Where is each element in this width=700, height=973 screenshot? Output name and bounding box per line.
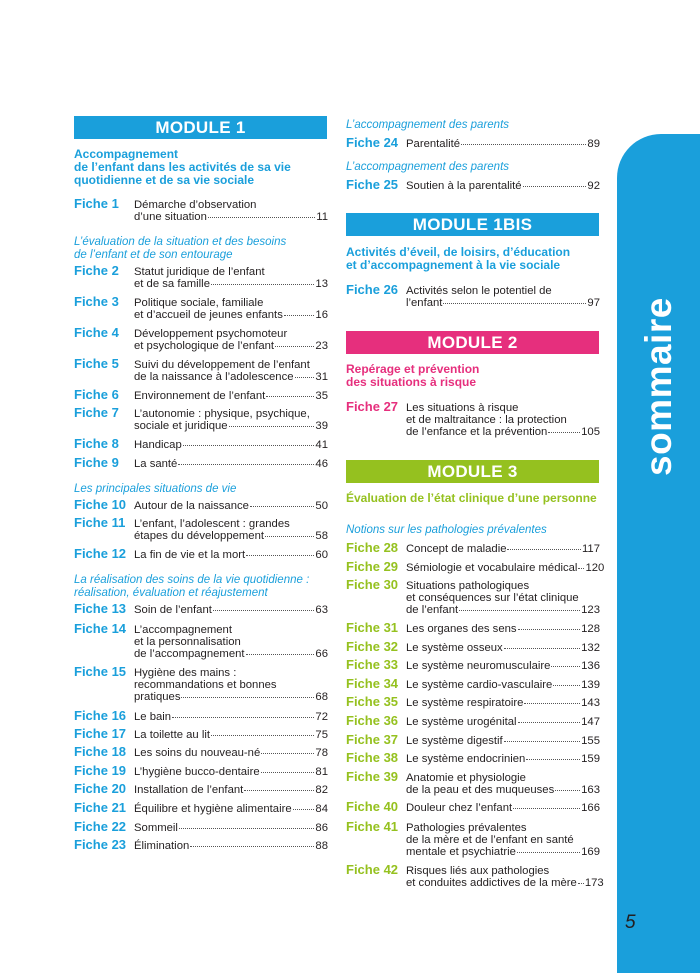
page-ref: 16 bbox=[315, 309, 328, 322]
dot-leader bbox=[261, 772, 315, 773]
page-ref: 84 bbox=[315, 803, 328, 815]
fiche-label: Fiche 16 bbox=[74, 708, 127, 723]
fiche-label: Fiche 24 bbox=[346, 135, 399, 150]
fiche-title-line: Handicap bbox=[134, 439, 182, 451]
dot-leader bbox=[578, 568, 584, 569]
fiche-title-line: de la naissance à l’adolescence bbox=[134, 371, 294, 384]
fiche-title-line: recommandations et bonnes bbox=[134, 679, 277, 692]
dot-leader bbox=[250, 506, 314, 507]
page-ref: 72 bbox=[315, 711, 328, 723]
fiche-title-line: Sommeil bbox=[134, 822, 178, 834]
page-ref: 66 bbox=[315, 648, 328, 661]
fiche-title-line: pratiques bbox=[134, 691, 181, 704]
dot-leader bbox=[459, 610, 580, 611]
module-1-subtitle-line: Accompagnement bbox=[74, 147, 179, 161]
page-ref: 11 bbox=[316, 211, 328, 224]
fiche-label: Fiche 34 bbox=[346, 676, 399, 691]
fiche-title-line: Les soins du nouveau-né bbox=[134, 747, 261, 759]
fiche-label: Fiche 11 bbox=[74, 515, 126, 530]
fiche-title-line: Sémiologie et vocabulaire médical bbox=[406, 562, 578, 574]
fiche-title-line: Soutien à la parentalité bbox=[406, 180, 522, 192]
fiche-label: Fiche 3 bbox=[74, 294, 119, 309]
page-ref: 75 bbox=[315, 729, 328, 741]
page-ref: 120 bbox=[585, 562, 605, 574]
module-1-subtitle-line: de l’enfant dans les activités de sa vie bbox=[74, 160, 291, 174]
section-line: réalisation, évaluation et réajustement bbox=[74, 586, 268, 599]
page-ref: 136 bbox=[581, 660, 600, 672]
fiche-title-line: Le système neuromusculaire bbox=[406, 660, 551, 672]
dot-leader bbox=[513, 808, 580, 809]
fiche-title-line: et conséquences sur l’état clinique bbox=[406, 592, 579, 605]
module-3-banner: MODULE 3 bbox=[346, 460, 599, 483]
fiche-title-line: Installation de l’enfant bbox=[134, 784, 244, 796]
module-1-banner: MODULE 1 bbox=[74, 116, 327, 139]
dot-leader bbox=[293, 809, 315, 810]
dot-leader bbox=[507, 549, 581, 550]
fiche-label: Fiche 26 bbox=[346, 282, 399, 297]
fiche-title-line: L’hygiène bucco-dentaire bbox=[134, 766, 260, 778]
fiche-title-line: L’autonomie : physique, psychique, bbox=[134, 408, 310, 420]
fiche-label: Fiche 9 bbox=[74, 455, 119, 470]
fiche-title-line: Le système endocrinien bbox=[406, 753, 526, 765]
dot-leader bbox=[211, 735, 314, 736]
page-ref: 163 bbox=[581, 784, 600, 797]
fiche-label: Fiche 6 bbox=[74, 387, 119, 402]
section-line: La réalisation des soins de la vie quotidienne : bbox=[74, 574, 310, 586]
fiche-label: Fiche 8 bbox=[74, 436, 119, 451]
page-ref: 89 bbox=[587, 138, 600, 150]
section-parents-2: L’accompagnement des parents bbox=[346, 161, 510, 173]
fiche-label: Fiche 4 bbox=[74, 325, 119, 340]
module-1bis-subtitle bbox=[346, 246, 611, 272]
fiche-title-line: Concept de maladie bbox=[406, 543, 507, 555]
fiche-label: Fiche 2 bbox=[74, 263, 119, 278]
fiche-title-line: La toilette au lit bbox=[134, 729, 210, 741]
fiche-title-line: Parentalité bbox=[406, 138, 461, 150]
fiche-title-line: Développement psychomoteur bbox=[134, 328, 288, 340]
fiche-title-line: et conduites addictives de la mère bbox=[406, 877, 577, 890]
module-1-subtitle bbox=[74, 148, 334, 187]
page-ref: 139 bbox=[581, 679, 600, 691]
fiche-label: Fiche 19 bbox=[74, 763, 127, 778]
section-line: de l’enfant et de son entourage bbox=[74, 248, 233, 261]
dot-leader bbox=[504, 741, 580, 742]
section-parents-1: L’accompagnement des parents bbox=[346, 119, 510, 131]
fiche-title-line: Le système cardio-vasculaire bbox=[406, 679, 553, 691]
dot-leader bbox=[551, 666, 580, 667]
fiche-title-line: Le système digestif bbox=[406, 735, 503, 747]
fiche-label: Fiche 41 bbox=[346, 819, 399, 834]
dot-leader bbox=[246, 654, 315, 655]
fiche-label: Fiche 21 bbox=[74, 800, 127, 815]
fiche-title-line: Élimination bbox=[134, 840, 190, 852]
page-ref: 159 bbox=[581, 753, 600, 765]
page-ref: 82 bbox=[315, 784, 328, 796]
dot-leader bbox=[517, 852, 580, 853]
fiche-title-line: Le système respiratoire bbox=[406, 697, 524, 709]
dot-leader bbox=[578, 883, 584, 884]
dot-leader bbox=[284, 315, 315, 316]
fiche-label: Fiche 30 bbox=[346, 577, 399, 592]
fiche-title-line: et d’accueil de jeunes enfants bbox=[134, 309, 283, 322]
dot-leader bbox=[244, 790, 314, 791]
fiche-title-line: Environnement de l’enfant bbox=[134, 390, 266, 402]
page-ref: 147 bbox=[581, 716, 600, 728]
fiche-label: Fiche 35 bbox=[346, 694, 399, 709]
fiche-title-line: Statut juridique de l’enfant bbox=[134, 266, 265, 278]
fiche-title-line: l’enfant bbox=[406, 297, 443, 310]
fiche-label: Fiche 40 bbox=[346, 799, 399, 814]
page-ref: 31 bbox=[315, 371, 328, 384]
dot-leader bbox=[443, 303, 586, 304]
page-ref: 155 bbox=[581, 735, 600, 747]
fiche-label: Fiche 12 bbox=[74, 546, 127, 561]
fiche-title-line: sociale et juridique bbox=[134, 420, 228, 433]
dot-leader bbox=[208, 217, 315, 218]
dot-leader bbox=[266, 396, 314, 397]
module-2-subtitle bbox=[346, 363, 611, 389]
fiche-label: Fiche 31 bbox=[346, 620, 399, 635]
dot-leader bbox=[524, 703, 580, 704]
page-ref: 46 bbox=[315, 458, 328, 470]
dot-leader bbox=[181, 697, 314, 698]
page-ref: 13 bbox=[315, 278, 328, 291]
page-ref: 68 bbox=[315, 691, 328, 704]
dot-leader bbox=[555, 790, 580, 791]
fiche-title-line: Soin de l’enfant bbox=[134, 604, 212, 616]
page-ref: 166 bbox=[581, 802, 600, 814]
fiche-title-line: Autour de la naissance bbox=[134, 500, 249, 512]
fiche-title-line: L’enfant, l’adolescent : grandes bbox=[134, 518, 290, 530]
section-line: L’évaluation de la situation et des besoins bbox=[74, 236, 287, 248]
fiche-label: Fiche 25 bbox=[346, 177, 399, 192]
page-ref: 88 bbox=[315, 840, 328, 852]
dot-leader bbox=[526, 759, 580, 760]
page-ref: 60 bbox=[315, 549, 328, 561]
page-ref: 123 bbox=[581, 604, 600, 617]
fiche-label: Fiche 32 bbox=[346, 639, 399, 654]
fiche-label: Fiche 18 bbox=[74, 744, 127, 759]
fiche-label: Fiche 23 bbox=[74, 837, 127, 852]
dot-leader bbox=[183, 445, 315, 446]
dot-leader bbox=[548, 432, 580, 433]
section-evaluation bbox=[74, 236, 334, 261]
page-ref: 132 bbox=[581, 642, 600, 654]
page-ref: 63 bbox=[315, 604, 328, 616]
module-1bis-banner: MODULE 1BIS bbox=[346, 213, 599, 236]
fiche-title-line: et la personnalisation bbox=[134, 636, 241, 649]
sommaire-label: sommaire bbox=[638, 297, 679, 476]
fiche-label: Fiche 20 bbox=[74, 781, 127, 796]
page-ref: 23 bbox=[315, 340, 328, 353]
fiche-label: Fiche 17 bbox=[74, 726, 127, 741]
fiche-title-line: Activités selon le potentiel de bbox=[406, 285, 552, 297]
dot-leader bbox=[261, 753, 314, 754]
fiche-label: Fiche 10 bbox=[74, 497, 127, 512]
page-ref: 97 bbox=[587, 297, 600, 310]
dot-leader bbox=[211, 284, 314, 285]
page-ref: 78 bbox=[315, 747, 328, 759]
fiche-title-line: de la mère et de l’enfant en santé bbox=[406, 834, 574, 847]
fiche-title-line: mentale et psychiatrie bbox=[406, 846, 516, 859]
page-ref: 39 bbox=[315, 420, 328, 433]
fiche-title-line: La santé bbox=[134, 458, 178, 470]
fiche-title-line: Les situations à risque bbox=[406, 402, 519, 414]
fiche-title-line: Situations pathologiques bbox=[406, 580, 530, 592]
dot-leader bbox=[461, 144, 586, 145]
fiche-label: Fiche 28 bbox=[346, 540, 399, 555]
dot-leader bbox=[518, 722, 581, 723]
fiche-title-line: et psychologique de l’enfant bbox=[134, 340, 275, 353]
dot-leader bbox=[246, 555, 314, 556]
fiche-label: Fiche 36 bbox=[346, 713, 399, 728]
fiche-label: Fiche 13 bbox=[74, 601, 127, 616]
fiche-title-line: étapes du développement bbox=[134, 530, 265, 543]
module-1-subtitle-line: quotidienne et de sa vie sociale bbox=[74, 173, 255, 187]
dot-leader bbox=[172, 717, 314, 718]
fiche-title-line: Équilibre et hygiène alimentaire bbox=[134, 803, 292, 815]
fiche-title-line: Le bain bbox=[134, 711, 172, 723]
section-soins bbox=[74, 574, 334, 599]
fiche-label: Fiche 14 bbox=[74, 621, 127, 636]
module-2-subtitle-line: des situations à risque bbox=[346, 375, 477, 389]
fiche-label: Fiche 1 bbox=[74, 196, 119, 211]
page-ref: 41 bbox=[315, 439, 328, 451]
module-1bis-subtitle-line: Activités d’éveil, de loisirs, d’éducation bbox=[346, 245, 571, 259]
page-ref: 86 bbox=[315, 822, 328, 834]
dot-leader bbox=[553, 685, 580, 686]
fiche-title-line: et de sa famille bbox=[134, 278, 210, 291]
section-situations: Les principales situations de vie bbox=[74, 483, 237, 495]
module-2-banner: MODULE 2 bbox=[346, 331, 599, 354]
fiche-label: Fiche 38 bbox=[346, 750, 399, 765]
dot-leader bbox=[504, 648, 580, 649]
fiche-label: Fiche 29 bbox=[346, 559, 399, 574]
fiche-title-line: Politique sociale, familiale bbox=[134, 297, 264, 309]
page-ref: 92 bbox=[587, 180, 600, 192]
fiche-label: Fiche 5 bbox=[74, 356, 119, 371]
fiche-title-line: Pathologies prévalentes bbox=[406, 822, 527, 834]
fiche-label: Fiche 37 bbox=[346, 732, 399, 747]
dot-leader bbox=[190, 846, 314, 847]
module-2-subtitle-line: Repérage et prévention bbox=[346, 362, 480, 376]
page-number: 5 bbox=[625, 912, 636, 933]
page-ref: 143 bbox=[581, 697, 600, 709]
dot-leader bbox=[275, 346, 314, 347]
fiche-label: Fiche 27 bbox=[346, 399, 399, 414]
dot-leader bbox=[295, 377, 315, 378]
page-ref: 169 bbox=[581, 846, 600, 859]
fiche-label: Fiche 42 bbox=[346, 862, 399, 877]
fiche-title-line: Le système urogénital bbox=[406, 716, 517, 728]
fiche-title-line: Les organes des sens bbox=[406, 623, 517, 635]
fiche-label: Fiche 22 bbox=[74, 819, 127, 834]
dot-leader bbox=[179, 828, 314, 829]
fiche-title-line: L’accompagnement bbox=[134, 624, 232, 636]
fiche-title-line: Démarche d’observation bbox=[134, 199, 257, 211]
fiche-title-line: Le système osseux bbox=[406, 642, 503, 654]
dot-leader bbox=[523, 186, 587, 187]
page-ref: 50 bbox=[315, 500, 328, 512]
fiche-label: Fiche 7 bbox=[74, 405, 119, 420]
page-ref: 35 bbox=[315, 390, 328, 402]
fiche-title-line: Douleur chez l’enfant bbox=[406, 802, 513, 814]
page-ref: 173 bbox=[584, 877, 604, 890]
fiche-label: Fiche 15 bbox=[74, 664, 127, 679]
fiche-title-line: La fin de vie et la mort bbox=[134, 549, 246, 561]
fiche-title-line: Suivi du développement de l’enfant bbox=[134, 359, 310, 371]
fiche-title-line: de l’accompagnement bbox=[134, 648, 245, 661]
module-3-subtitle: Évaluation de l’état clinique d’une personne bbox=[346, 491, 597, 505]
page-ref: 117 bbox=[581, 543, 600, 555]
dot-leader bbox=[213, 610, 315, 611]
fiche-title-line: Anatomie et physiologie bbox=[406, 772, 526, 784]
page-ref: 128 bbox=[581, 623, 600, 635]
fiche-title-line: Hygiène des mains : bbox=[134, 667, 237, 679]
fiche-title-line: de la peau et des muqueuses bbox=[406, 784, 555, 797]
fiche-title-line: d’une situation bbox=[134, 211, 207, 224]
fiche-title-line: Risques liés aux pathologies bbox=[406, 865, 550, 877]
dot-leader bbox=[518, 629, 581, 630]
fiche-title-line: de l’enfance et la prévention bbox=[406, 426, 548, 439]
module-1bis-subtitle-line: et d’accompagnement à la vie sociale bbox=[346, 258, 561, 272]
fiche-title-line: et de maltraitance : la protection bbox=[406, 414, 567, 427]
page-ref: 81 bbox=[315, 766, 328, 778]
section-pathologies: Notions sur les pathologies prévalentes bbox=[346, 524, 547, 536]
page-ref: 58 bbox=[315, 530, 328, 543]
fiche-label: Fiche 39 bbox=[346, 769, 399, 784]
sommaire-tab bbox=[617, 134, 700, 973]
fiche-title-line: de l’enfant bbox=[406, 604, 459, 617]
page-ref: 105 bbox=[581, 426, 600, 439]
fiche-label: Fiche 33 bbox=[346, 657, 399, 672]
dot-leader bbox=[265, 536, 314, 537]
dot-leader bbox=[178, 464, 314, 465]
dot-leader bbox=[229, 426, 315, 427]
